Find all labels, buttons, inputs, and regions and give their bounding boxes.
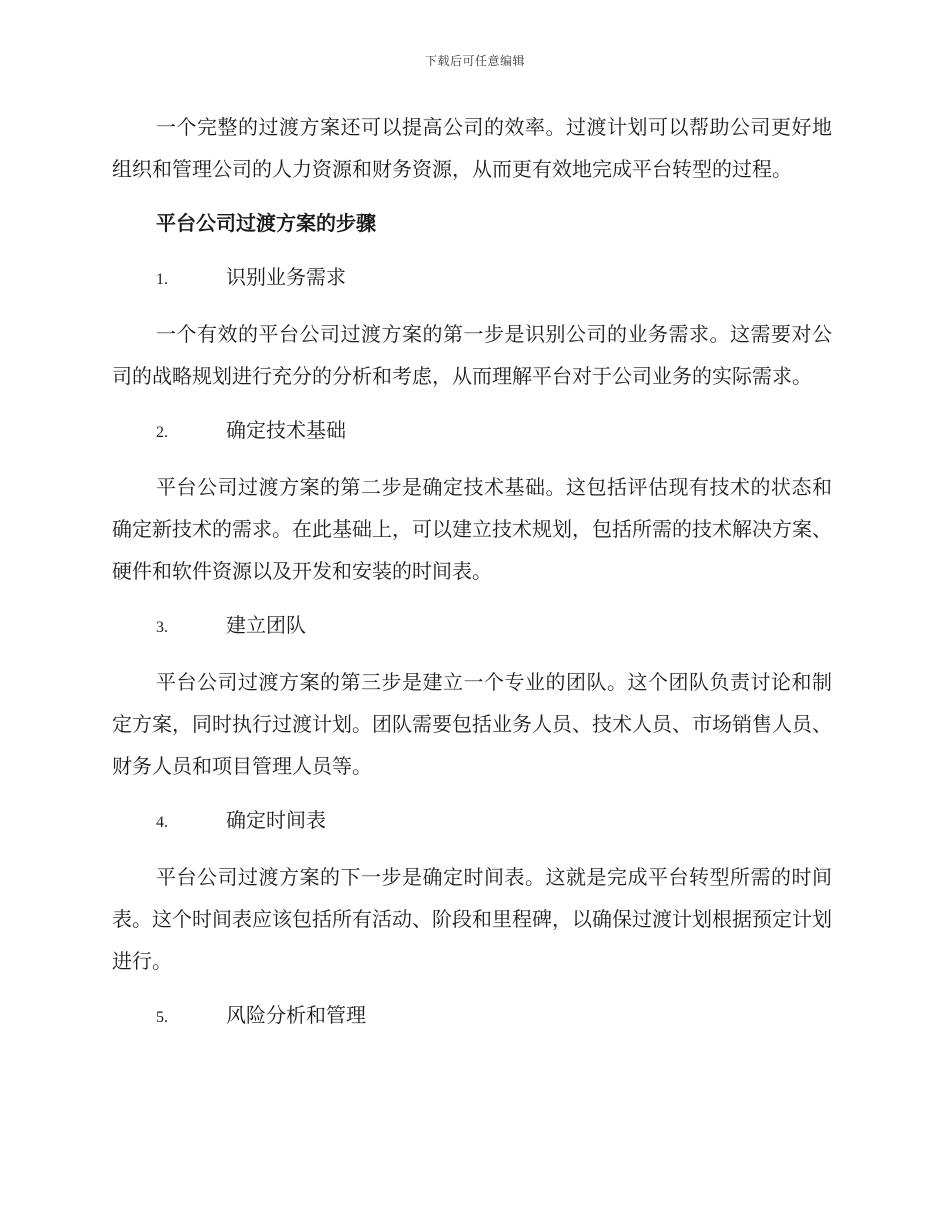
step-paragraph: 平台公司过渡方案的第二步是确定技术基础。这包括评估现有技术的状态和确定新技术的需求。在此基础上，可以建立技术规划，包括所需的技术解决方案、硬件和软件资源以及开发和安装的时间表。	[112, 475, 832, 583]
section-title: 平台公司过渡方案的步骤	[156, 211, 376, 235]
step-paragraph: 平台公司过渡方案的第三步是建立一个专业的团队。这个团队负责讨论和制定方案，同时执行过渡计划。团队需要包括业务人员、技术人员、市场销售人员、财务人员和项目管理人员等。	[112, 670, 832, 778]
step-heading	[156, 409, 832, 454]
page-header: 下载后可任意编辑	[424, 54, 525, 68]
step-number: 2.	[156, 424, 168, 441]
step-number: 3.	[156, 619, 168, 636]
step-heading	[156, 799, 832, 844]
step-heading	[156, 604, 832, 649]
step-title: 确定时间表	[226, 808, 326, 832]
step-title: 确定技术基础	[226, 418, 346, 442]
step-paragraph: 平台公司过渡方案的下一步是确定时间表。这就是完成平台转型所需的时间表。这个时间表应该包括所有活动、阶段和里程碑，以确保过渡计划根据预定计划进行。	[112, 865, 832, 973]
step-title: 建立团队	[226, 613, 306, 637]
step-number: 5.	[156, 1009, 168, 1026]
step-heading	[156, 994, 832, 1039]
step-title: 风险分析和管理	[226, 1003, 366, 1027]
step-paragraph: 一个有效的平台公司过渡方案的第一步是识别公司的业务需求。这需要对公司的战略规划进行充分的分析和考虑，从而理解平台对于公司业务的实际需求。	[112, 322, 832, 388]
step-number: 4.	[156, 814, 168, 831]
intro-paragraph: 一个完整的过渡方案还可以提高公司的效率。过渡计划可以帮助公司更好地组织和管理公司的人力资源和财务资源，从而更有效地完成平台转型的过程。	[112, 115, 832, 181]
document-body	[112, 106, 832, 1051]
step-heading	[156, 256, 832, 301]
step-title: 识别业务需求	[226, 265, 346, 289]
step-number: 1.	[156, 271, 168, 288]
